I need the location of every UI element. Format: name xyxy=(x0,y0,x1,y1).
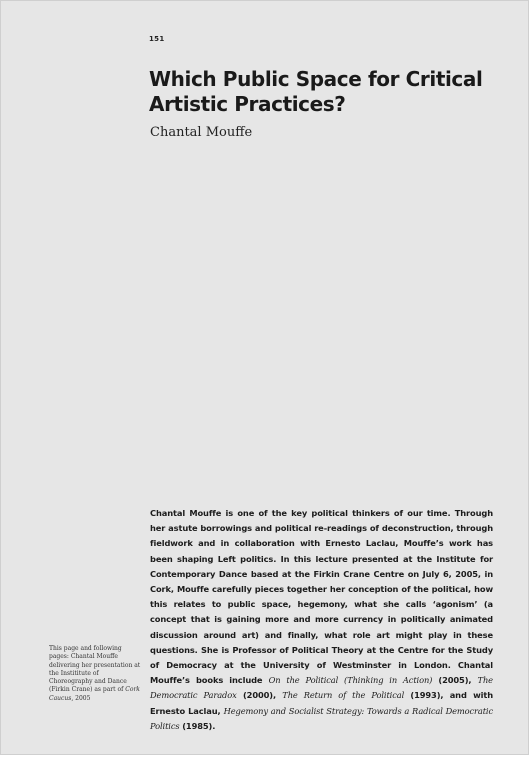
book-title: The Return of the Political xyxy=(282,690,405,701)
book-title: On the Political (Thinking in Action) xyxy=(268,675,433,686)
page-number: 151 xyxy=(149,35,165,43)
book-year: (1993), and with Ernesto Laclau, xyxy=(150,690,493,716)
article-author: Chantal Mouffe xyxy=(150,125,253,140)
book-year: (2005), xyxy=(432,675,478,686)
caption-event: Cork Caucus xyxy=(49,686,140,702)
caption-text: This page and following pages: Chantal Mouffe delivering her presentation at the Instititute of Choreography and Dance (Firkin Crane) as part of xyxy=(49,645,141,694)
intro-text: Chantal Mouffe is one of the key political thinkers of our time. Through her astute borrowings and political re-readings of deconstruction, through fieldwork and in collaboration with Ernesto Laclau, Mouffe’s work has been shaping Left politics. In this lecture presented at the Institute for Contemporary Dance based at the Firkin Crane Centre on July 6, 2005, in Cork, Mouffe carefully pieces together her conception of the political, how this relates to public space, hegemony, what she calls ‘agonism’ (a concept that is gaining more and more currency in politically animated discussion around art) and finally, what role art might play in these questions. She is Professor of Political Theory at the Centre for the Study of Democracy at the University of Westminster in London. Chantal Mouffe’s books include xyxy=(150,508,493,686)
article-introduction xyxy=(150,506,493,734)
book-title: The Democratic Paradox xyxy=(150,675,493,701)
caption-year: , 2005 xyxy=(71,694,91,702)
image-caption xyxy=(49,645,141,703)
article-title: Which Public Space for Critical Artistic Practices? xyxy=(149,67,483,116)
book-year: (1985). xyxy=(179,720,216,731)
book-title: Hegemony and Socialist Strategy: Towards a Radical Democratic Politics xyxy=(150,705,493,731)
book-year: (2000), xyxy=(236,690,283,701)
